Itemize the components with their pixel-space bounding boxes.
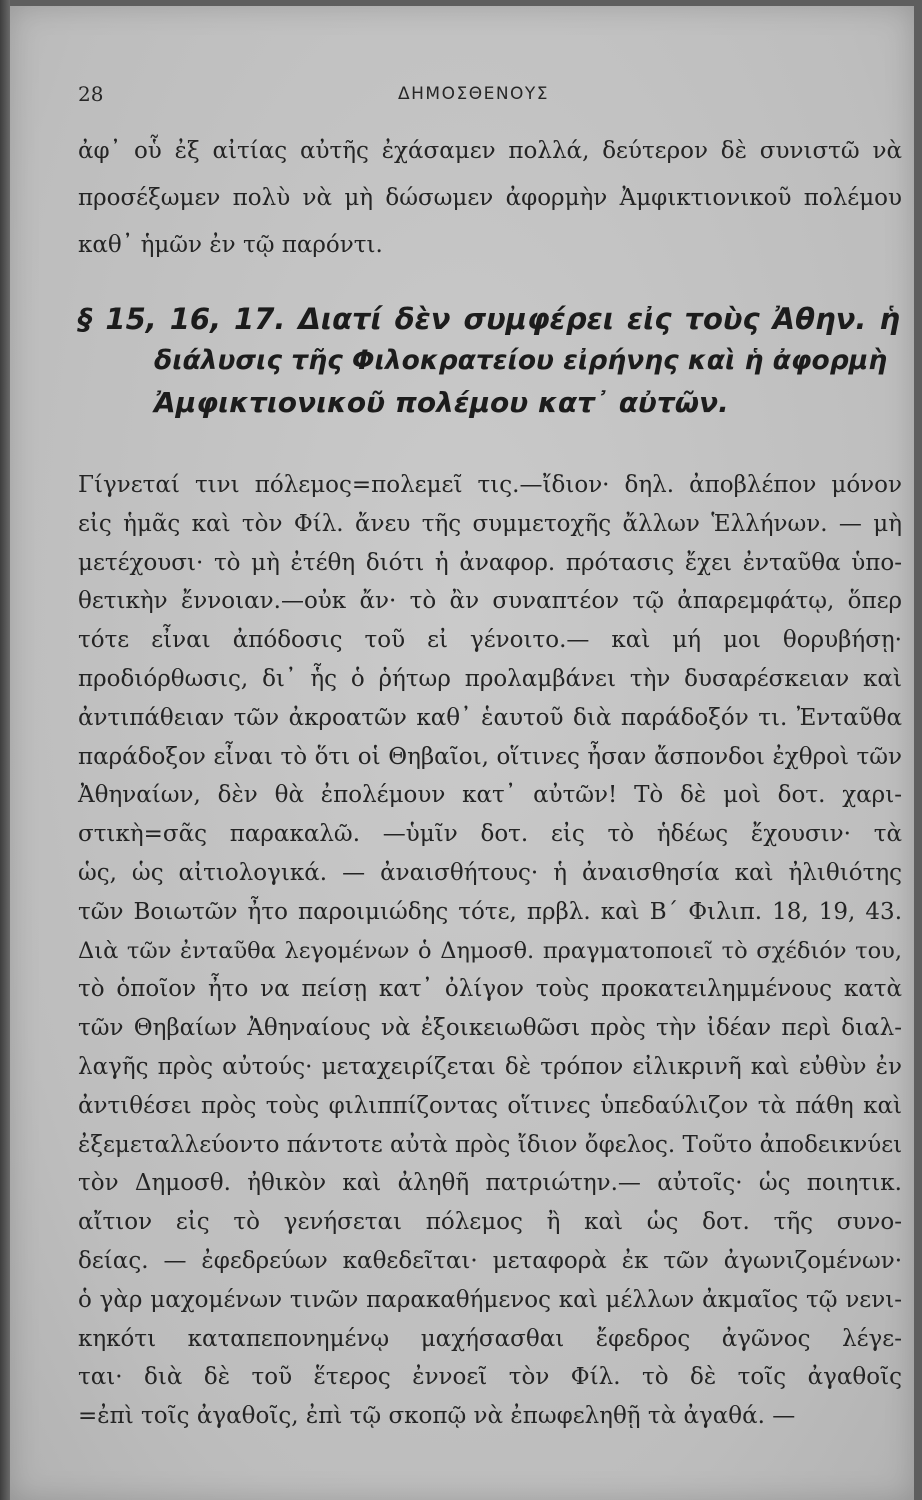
text-line: ἀφ᾿ οὗ ἐξ αἰτίας αὐτῆς ἐχάσαμεν πολλά, δεύτερον δὲ συνιστῶ νὰ (78, 138, 902, 164)
text-line: προδιόρθωσις, δι᾿ ἧς ὁ ῥήτωρ προλαμβάνει τὴν δυσαρέσκειαν καὶ (78, 665, 902, 692)
text-line: θετικὴν ἔννοιαν.—οὐκ ἄν· τὸ ἂν συναπτέον τῷ ἀπαρεμφάτῳ, ὅπερ (78, 588, 902, 615)
text-line: αἴτιον εἰς τὸ γενήσεται πόλεμος ἢ καὶ ὡς δοτ. τῆς συνο- (78, 1209, 902, 1236)
text-line: δείας. — ἐφεδρεύων καθεδεῖται· μεταφορὰ ἐκ τῶν ἀγωνιζομένων· (78, 1247, 902, 1274)
text-line: εἰς ἡμᾶς καὶ τὸν Φίλ. ἄνευ τῆς συμμετοχῆς ἄλλων Ἑλλήνων. — μὴ (78, 510, 902, 537)
text-line: ὁ γὰρ μαχομένων τινῶν παρακαθήμενος καὶ μέλλων ἀκμαῖος τῷ νενι- (78, 1286, 902, 1313)
section-heading-line: Ἀμφικτιονικοῦ πολέμου κατ᾿ αὐτῶν. (154, 386, 729, 419)
intro-paragraph (78, 128, 902, 269)
text-line: τῶν Θηβαίων Ἀθηναίους νὰ ἐξοικειωθῶσι πρὸς τὴν ἰδέαν περὶ διαλ- (78, 1015, 902, 1042)
text-line: ἐξεμεταλλεύοντο πάντοτε αὐτὰ πρὸς ἴδιον ὄφελος. Τοῦτο ἀποδεικνύει (78, 1131, 903, 1158)
text-line: λαγῆς πρὸς αὐτούς· μεταχειρίζεται δὲ τρόπον εἰλικρινῆ καὶ εὐθὺν ἐν (78, 1053, 902, 1080)
text-line: τὸν Δημοσθ. ἠθικὸν καὶ ἀληθῆ πατριώτην.— αὐτοῖς· ὡς ποιητικ. (78, 1170, 902, 1197)
commentary-paragraph (78, 466, 902, 1436)
page-number: 28 (78, 82, 104, 106)
text-line: ἀντιθέσει πρὸς τοὺς φιλιππίζοντας οἵτινες ὑπεδαύλιζον τὰ πάθη καὶ (78, 1092, 902, 1119)
page-header (78, 82, 898, 112)
text-line: Διὰ τῶν ἐνταῦθα λεγομένων ὁ Δημοσθ. πραγματοποιεῖ τὸ σχέδιόν του, (78, 937, 902, 964)
text-line: κηκότι καταπεπονημένῳ μαχήσασθαι ἔφεδρος ἀγῶνος λέγε- (78, 1325, 902, 1352)
text-line: παράδοξον εἶναι τὸ ὅτι οἱ Θηβαῖοι, οἵτινες ἦσαν ἄσπονδοι ἐχθροὶ τῶν (78, 743, 902, 770)
text-line: Ἀθηναίων, δὲν θὰ ἐπολέμουν κατ᾿ αὐτῶν! Τὸ δὲ μοὶ δοτ. χαρι- (78, 782, 902, 809)
text-line: ται· διὰ δὲ τοῦ ἕτερος ἐννοεῖ τὸν Φίλ. τὸ δὲ τοῖς ἀγαθοῖς (78, 1364, 902, 1391)
text-line: Γίγνεταί τινι πόλεμος=πολεμεῖ τις.—ἴδιον· δηλ. ἀποβλέπον μόνον (78, 472, 902, 498)
text-line: τῶν Βοιωτῶν ἦτο παροιμιώδης τότε, πρβλ. καὶ Β΄ Φιλιπ. 18, 19, 43. (78, 898, 902, 925)
text-line: στικὴ=σᾶς παρακαλῶ. —ὑμῖν δοτ. εἰς τὸ ἡδέως ἔχουσιν· τὰ (78, 821, 902, 848)
text-line: καθ᾿ ἡμῶν ἐν τῷ παρόντι. (78, 232, 383, 258)
text-line: τότε εἶναι ἀπόδοσις τοῦ εἰ γένοιτο.— καὶ μή μοι θορυβήσῃ· (78, 627, 902, 654)
text-line: μετέχουσι· τὸ μὴ ἐτέθη διότι ἡ ἀναφορ. πρότασις ἔχει ἐνταῦθα ὑπο- (78, 549, 902, 576)
scan-left-edge (0, 0, 10, 1500)
text-line: προσέξωμεν πολὺ νὰ μὴ δώσωμεν ἀφορμὴν Ἀμφικτιονικοῦ πολέμου (78, 185, 902, 211)
text-line: τὸ ὁποῖον ἦτο να πείσῃ κατ᾿ ὀλίγον τοὺς προκατειλημμένους κατὰ (78, 976, 902, 1003)
text-line: ὡς, ὡς αἰτιολογικά. — ἀναισθήτους· ἡ ἀναισθησία καὶ ἠλιθιότης (78, 859, 902, 886)
section-heading-line: διάλυσις τῆς Φιλοκρατείου εἰρήνης καὶ ἡ ἀφορμὴ (154, 345, 888, 376)
section-heading (78, 298, 900, 424)
text-line: =ἐπὶ τοῖς ἀγαθοῖς, ἐπὶ τῷ σκοπῷ νὰ ἐπωφεληθῇ τὰ ἀγαθά. — (78, 1403, 796, 1430)
text-line: ἀντιπάθειαν τῶν ἀκροατῶν καθ᾿ ἑαυτοῦ διὰ παράδοξόν τι. Ἐνταῦθα (78, 704, 902, 731)
running-title: ΔΗΜΟΣΘΕΝΟΥΣ (398, 84, 550, 104)
section-heading-line: § 15, 16, 17. Διατί δὲν συμφέρει εἰς τοὺς Ἀθην. ἡ (78, 302, 900, 336)
